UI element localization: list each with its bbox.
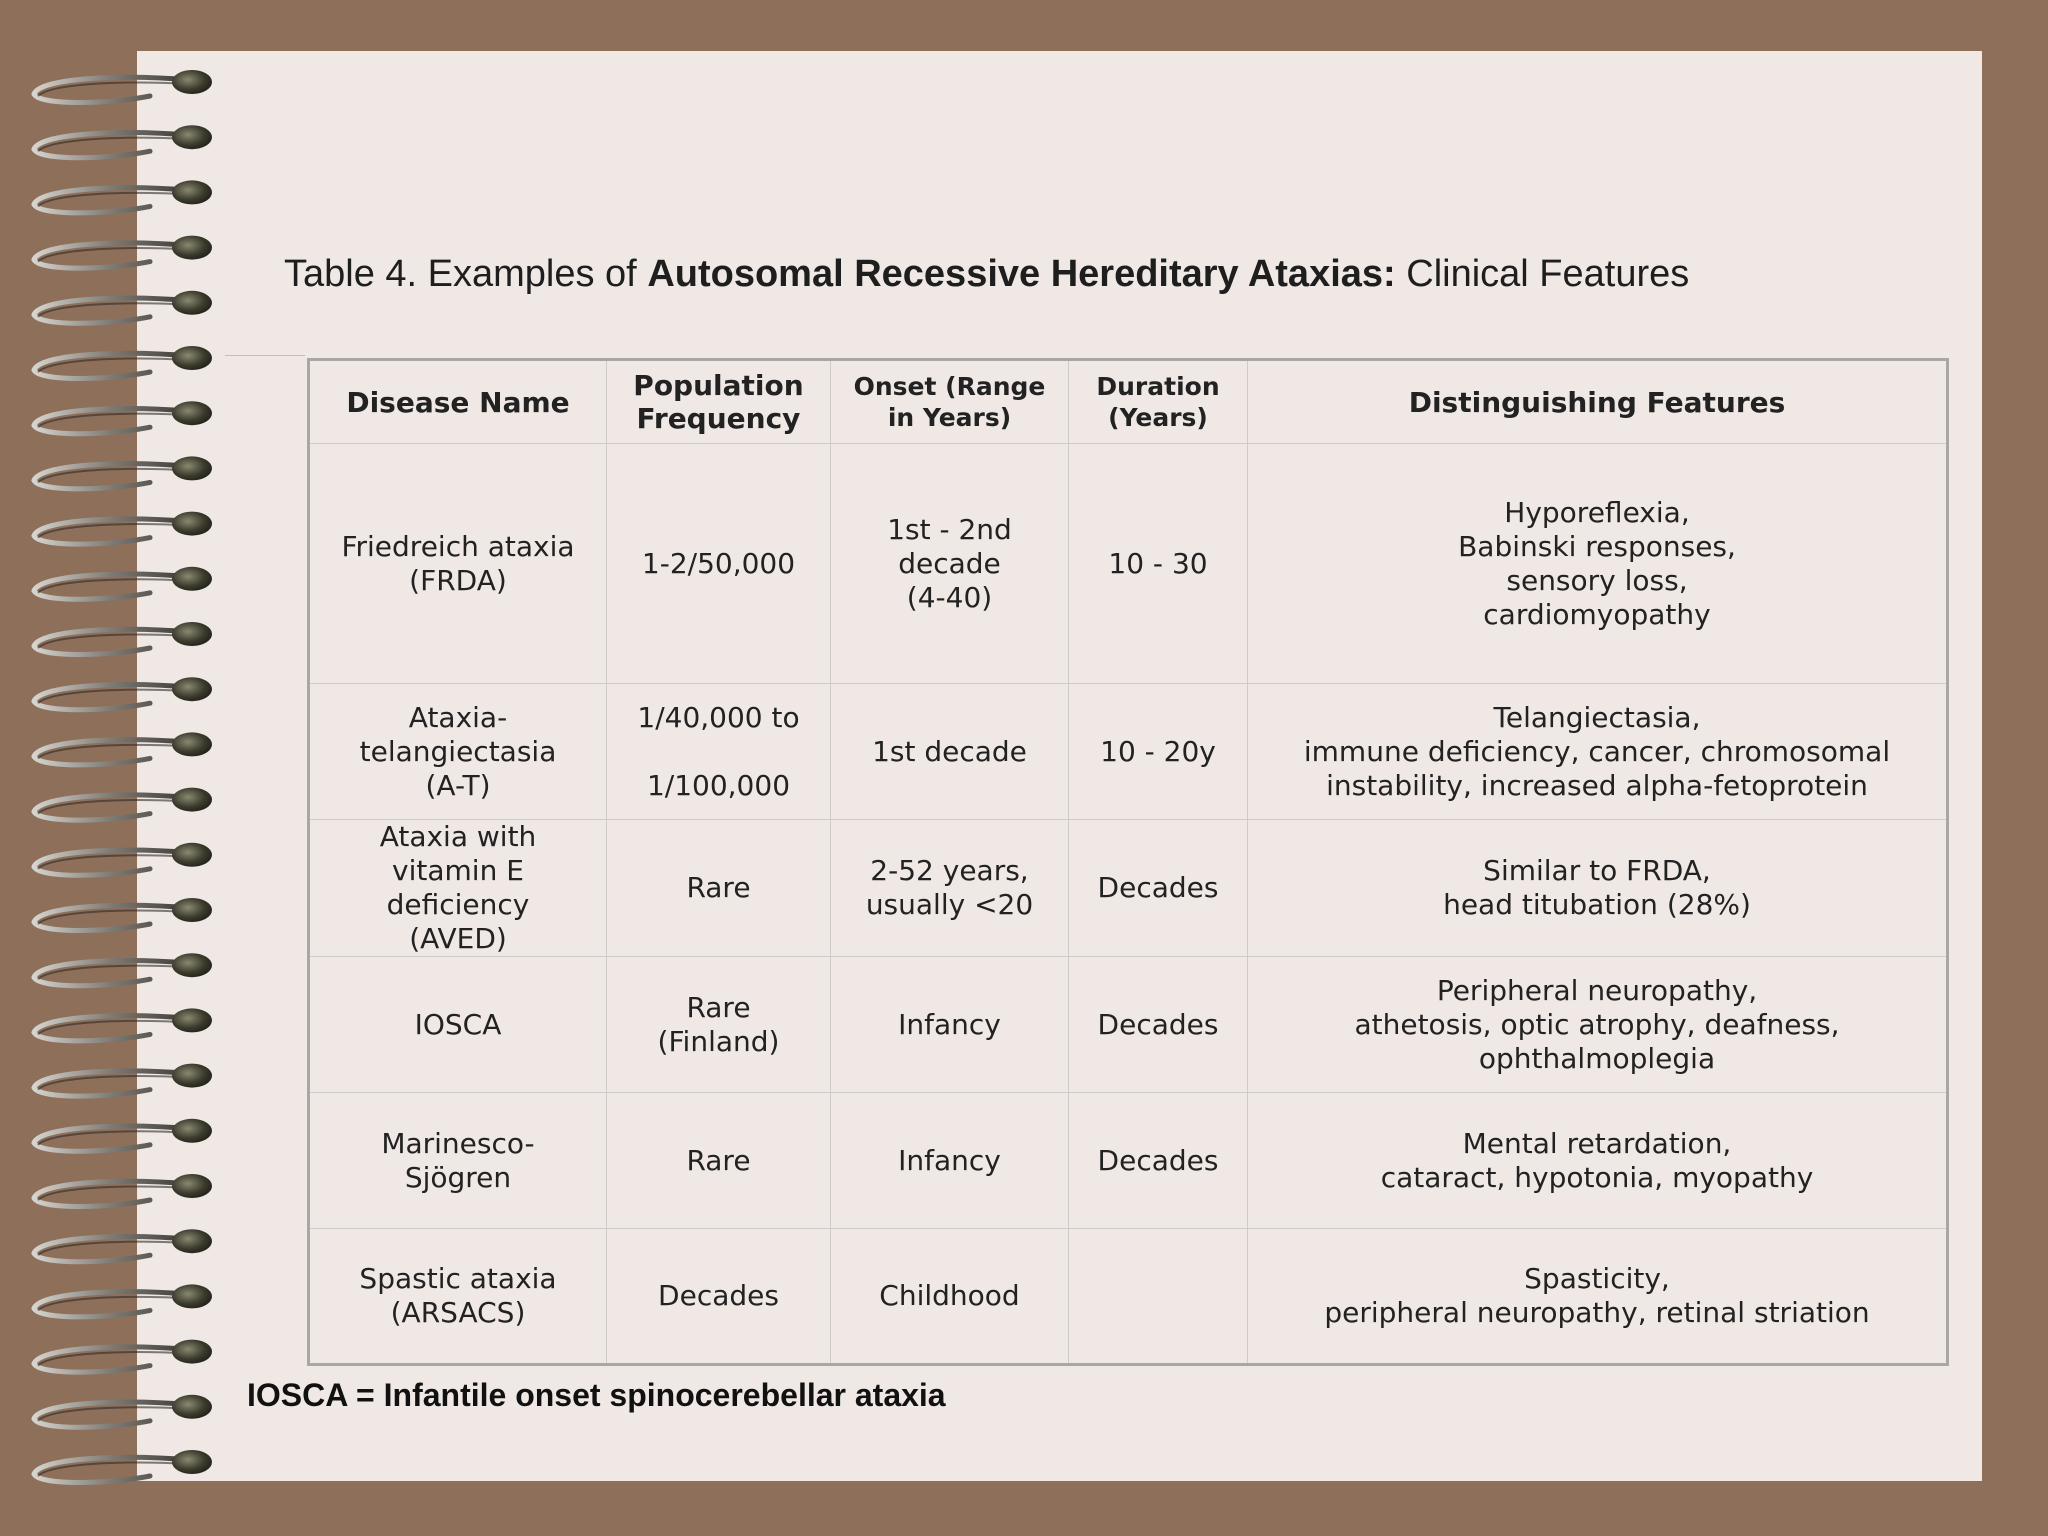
spiral-ring (34, 512, 212, 545)
spiral-ring (34, 1395, 212, 1428)
spiral-ring (34, 567, 212, 600)
cell-disease-name: Friedreich ataxia (FRDA) (309, 444, 607, 684)
cell-disease-name: IOSCA (309, 957, 607, 1093)
cell-distinguishing-features: Telangiectasia, immune deficiency, cancer, chromosomal instability, increased alpha-fetoprotein (1248, 684, 1948, 820)
header-onset: Onset (Range in Years) (831, 360, 1069, 444)
cell-onset: Childhood (831, 1229, 1069, 1365)
spiral-ring (34, 953, 212, 986)
spiral-ring (34, 125, 212, 158)
cell-duration: Decades (1069, 820, 1248, 957)
cell-distinguishing-features: Spasticity, peripheral neuropathy, retinal striation (1248, 1229, 1948, 1365)
spiral-ring (34, 291, 212, 324)
cell-distinguishing-features: Mental retardation, cataract, hypotonia, myopathy (1248, 1093, 1948, 1229)
cell-distinguishing-features: Hyporeflexia, Babinski responses, sensory loss, cardiomyopathy (1248, 444, 1948, 684)
spiral-ring (34, 898, 212, 931)
spiral-ring (34, 1284, 212, 1317)
footnote: IOSCA = Infantile onset spinocerebellar ataxia (247, 1377, 946, 1413)
cell-duration: Decades (1069, 957, 1248, 1093)
cell-disease-name: Spastic ataxia (ARSACS) (309, 1229, 607, 1365)
cell-distinguishing-features: Peripheral neuropathy, athetosis, optic atrophy, deafness, ophthalmoplegia (1248, 957, 1948, 1093)
table-row (309, 444, 1948, 684)
title-prefix: Table 4. Examples of (284, 253, 648, 295)
spiral-ring (34, 788, 212, 821)
spiral-ring (34, 1119, 212, 1152)
spiral-ring (34, 1450, 212, 1483)
spiral-ring (34, 1008, 212, 1041)
table-row (309, 957, 1948, 1093)
cell-population-frequency: 1/40,000 to 1/100,000 (607, 684, 831, 820)
table-header-row (309, 360, 1948, 444)
header-population-frequency: Population Frequency (607, 360, 831, 444)
page-title (284, 253, 1984, 296)
title-emphasis: Autosomal Recessive Hereditary Ataxias: (647, 253, 1396, 295)
spiral-ring (34, 1340, 212, 1373)
table-body (309, 444, 1948, 1365)
header-duration: Duration (Years) (1069, 360, 1248, 444)
spiral-ring (34, 843, 212, 876)
spiral-ring (34, 622, 212, 655)
cell-population-frequency: Rare (Finland) (607, 957, 831, 1093)
cell-duration: 10 - 30 (1069, 444, 1248, 684)
ataxia-table (307, 358, 1949, 1366)
spiral-ring (34, 1229, 212, 1262)
cell-population-frequency: Rare (607, 1093, 831, 1229)
cell-disease-name: Marinesco- Sjögren (309, 1093, 607, 1229)
spiral-ring (34, 677, 212, 710)
cell-onset: 2-52 years, usually <20 (831, 820, 1069, 957)
cell-disease-name: Ataxia- telangiectasia (A-T) (309, 684, 607, 820)
spiral-ring (34, 732, 212, 765)
spiral-ring (34, 236, 212, 269)
spiral-ring (34, 1064, 212, 1097)
spiral-binding (0, 0, 240, 1536)
table-row (309, 820, 1948, 957)
header-disease-name: Disease Name (309, 360, 607, 444)
cell-onset: 1st decade (831, 684, 1069, 820)
spiral-ring (34, 346, 212, 379)
spiral-ring (34, 401, 212, 434)
title-suffix: Clinical Features (1395, 253, 1690, 295)
table-row (309, 684, 1948, 820)
cell-disease-name: Ataxia with vitamin E deficiency (AVED) (309, 820, 607, 957)
cell-population-frequency: 1-2/50,000 (607, 444, 831, 684)
header-distinguishing-features: Distinguishing Features (1248, 360, 1948, 444)
cell-duration (1069, 1229, 1248, 1365)
table-row (309, 1093, 1948, 1229)
spiral-ring (34, 1174, 212, 1207)
cell-population-frequency: Rare (607, 820, 831, 957)
spiral-ring (34, 456, 212, 489)
cell-population-frequency: Decades (607, 1229, 831, 1365)
divider-line (225, 355, 305, 356)
cell-onset: 1st - 2nd decade (4-40) (831, 444, 1069, 684)
cell-onset: Infancy (831, 1093, 1069, 1229)
cell-duration: Decades (1069, 1093, 1248, 1229)
table-row (309, 1229, 1948, 1365)
cell-duration: 10 - 20y (1069, 684, 1248, 820)
spiral-ring (34, 180, 212, 213)
cell-onset: Infancy (831, 957, 1069, 1093)
cell-distinguishing-features: Similar to FRDA, head titubation (28%) (1248, 820, 1948, 957)
spiral-ring (34, 70, 212, 103)
